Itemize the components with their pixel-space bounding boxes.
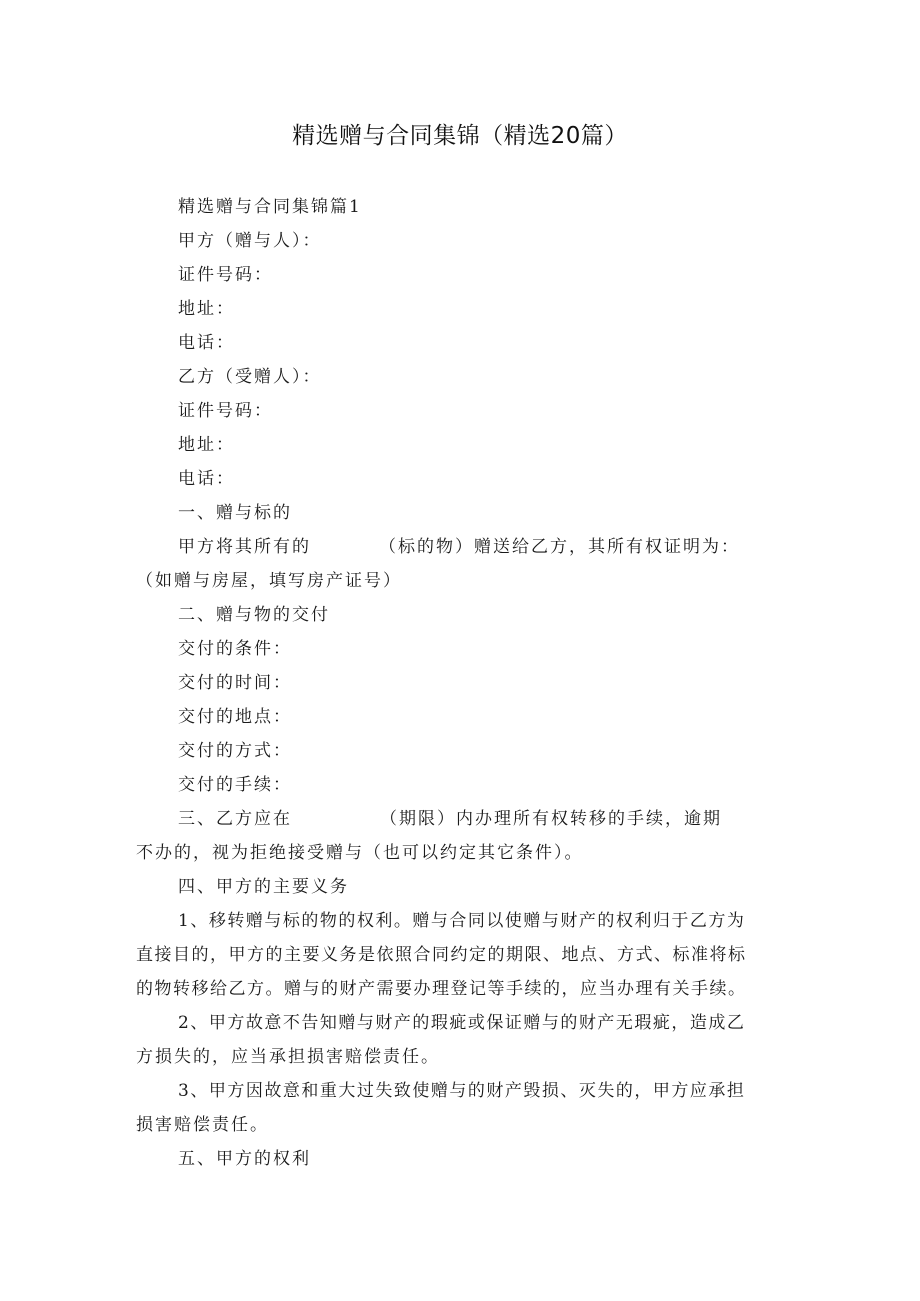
clause-heading: 四、甲方的主要义务 (178, 877, 349, 897)
paragraph-line (178, 807, 722, 831)
delivery-procedure-label: 交付的手续： (178, 775, 292, 795)
paragraph-line (178, 535, 740, 559)
paragraph-line: 的物转移给乙方。赠与的财产需要办理登记等手续的，应当办理有关手续。 (136, 979, 747, 999)
paragraph-line: 2、甲方故意不告知赠与财产的瑕疵或保证赠与的财产无瑕疵，造成乙 (178, 1013, 746, 1033)
paragraph-line: 不办的，视为拒绝接受赠与（也可以约定其它条件）。 (136, 843, 584, 863)
id-number-label: 证件号码： (178, 401, 273, 421)
clause-heading: 五、甲方的权利 (178, 1149, 311, 1169)
clause-heading: 二、赠与物的交付 (178, 605, 330, 625)
paragraph-line: （如赠与房屋，填写房产证号） (136, 571, 402, 591)
paragraph-line: 直接目的，甲方的主要义务是依照合同约定的期限、地点、方式、标准将标 (136, 945, 747, 965)
delivery-condition-label: 交付的条件： (178, 639, 292, 659)
party-a-label: 甲方（赠与人）： (178, 231, 322, 251)
party-b-label: 乙方（受赠人）： (178, 367, 322, 387)
id-number-label: 证件号码： (178, 265, 273, 285)
paragraph-text: （期限）内办理所有权转移的手续，逾期 (380, 809, 722, 829)
section-heading: 精选赠与合同集锦篇1 (178, 197, 362, 217)
delivery-place-label: 交付的地点： (178, 707, 292, 727)
delivery-time-label: 交付的时间： (178, 673, 292, 693)
paragraph-text: 甲方将其所有的 (178, 537, 311, 557)
address-label: 地址： (178, 299, 235, 319)
paragraph-line: 1、移转赠与标的物的权利。赠与合同以使赠与财产的权利归于乙方为 (178, 911, 746, 931)
delivery-method-label: 交付的方式： (178, 741, 292, 761)
phone-label: 电话： (178, 333, 235, 353)
clause-heading: 一、赠与标的 (178, 503, 292, 523)
paragraph-line: 损害赔偿责任。 (136, 1115, 269, 1135)
phone-label: 电话： (178, 469, 235, 489)
paragraph-text: （标的物）赠送给乙方，其所有权证明为： (379, 537, 740, 557)
address-label: 地址： (178, 435, 235, 455)
paragraph-line: 3、甲方因故意和重大过失致使赠与的财产毁损、灭失的，甲方应承担 (178, 1081, 746, 1101)
clause-heading: 三、乙方应在 (178, 809, 292, 829)
paragraph-line: 方损失的，应当承担损害赔偿责任。 (136, 1047, 440, 1067)
document-title: 精选赠与合同集锦（精选20篇） (292, 123, 628, 149)
